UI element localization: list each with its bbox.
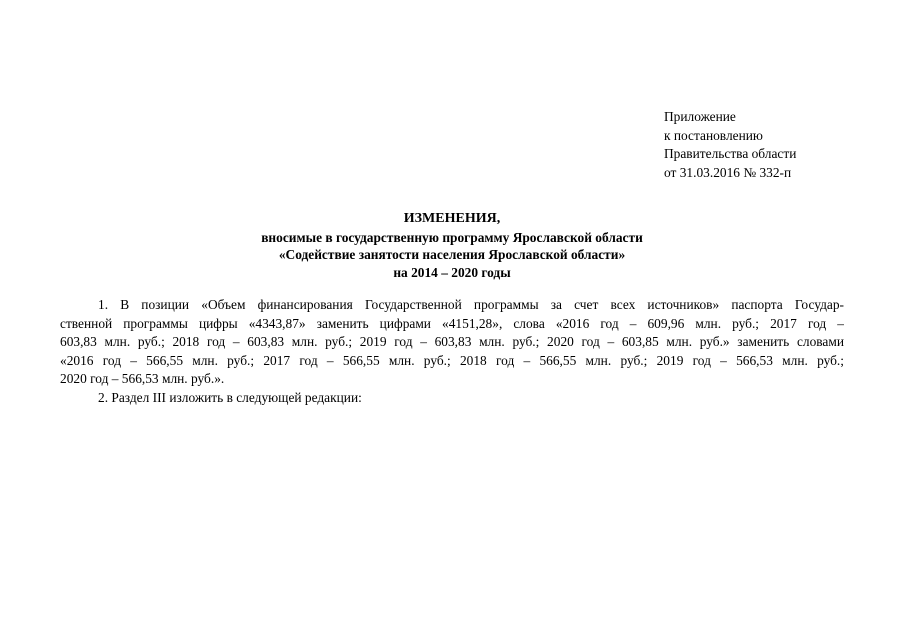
paragraph-1-line-2: ственной программы цифры «4343,87» заменить цифрами «4151,28», слова «2016 год – 609,96 млн. руб.; 2017 год –: [60, 315, 844, 331]
document-title: [60, 210, 844, 281]
appendix-line-title: Приложение: [664, 109, 736, 124]
appendix-block: [664, 108, 864, 182]
paragraph-1-line-1: 1. В позиции «Объем финансирования Государственной программы за счет всех источников» паспорта Государ-: [98, 297, 844, 312]
document-body: [60, 296, 844, 408]
paragraph-1-line-5: 2020 год – 566,53 млн. руб.».: [60, 371, 225, 387]
appendix-line-resolution: к постановлению: [664, 127, 763, 143]
title-line-program: вносимые в государственную программу Ярославской области: [261, 229, 643, 245]
paragraph-1-line-3: 603,83 млн. руб.; 2018 год – 603,83 млн. руб.; 2019 год – 603,83 млн. руб.; 2020 год – 603,85 млн. руб.» заменить словами: [60, 334, 844, 350]
paragraph-1-line-4: «2016 год – 566,55 млн. руб.; 2017 год – 566,55 млн. руб.; 2018 год – 566,55 млн. руб.; 2019 год – 566,53 млн. руб.;: [60, 352, 844, 368]
appendix-line-date-number: от 31.03.2016 № 332-п: [664, 164, 792, 180]
title-changes: ИЗМЕНЕНИЯ,: [403, 211, 501, 226]
appendix-line-government: Правительства области: [664, 146, 797, 161]
title-line-years: на 2014 – 2020 годы: [393, 264, 511, 280]
title-line-program-name: «Содействие занятости населения Ярославской области»: [278, 247, 626, 262]
paragraph-2-line-1: 2. Раздел III изложить в следующей редакции:: [98, 389, 362, 405]
